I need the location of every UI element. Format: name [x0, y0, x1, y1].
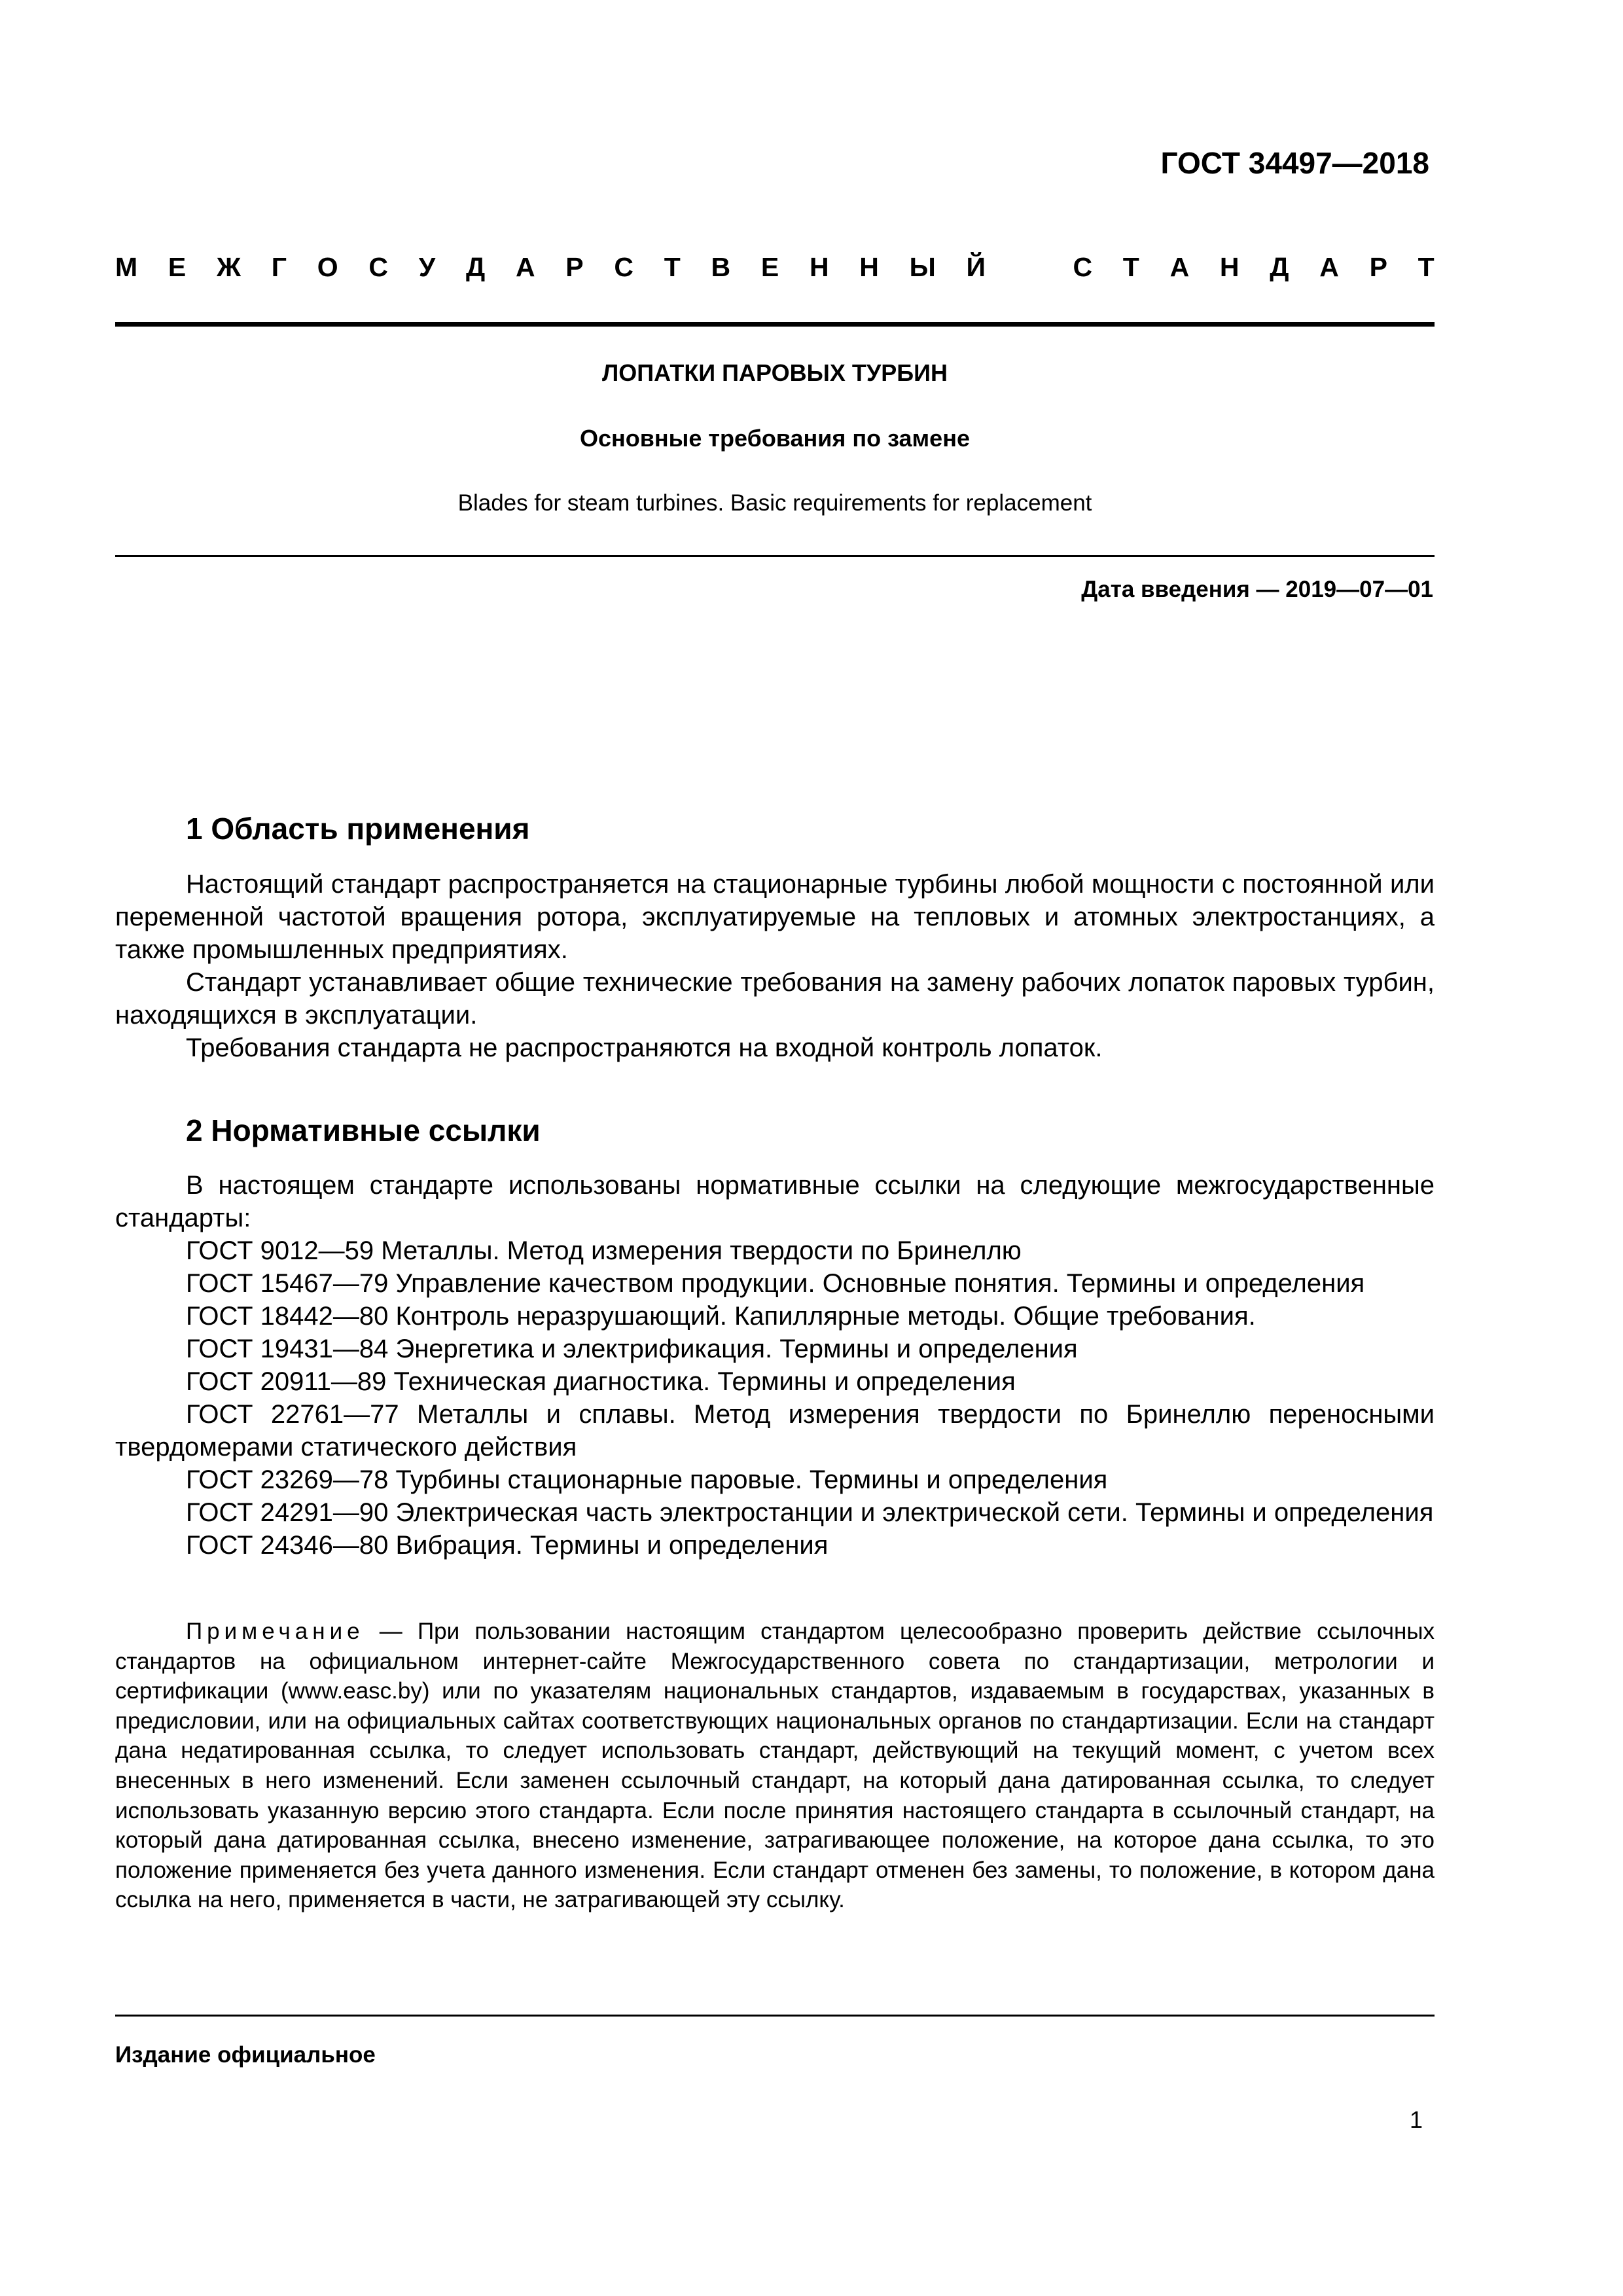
- reference-item: ГОСТ 19431—84 Энергетика и электрификация. Термины и определения: [186, 1335, 1078, 1363]
- section-1-body: [115, 868, 1435, 1064]
- reference-item: ГОСТ 24346—80 Вибрация. Термины и определения: [186, 1531, 829, 1560]
- type-letter: Е: [168, 252, 187, 282]
- word-gap: [1016, 251, 1043, 283]
- paragraph: В настоящем стандарте использованы нормативные ссылки на следующие межгосударственные стандарты:: [115, 1171, 1435, 1232]
- standard-type-heading: [115, 251, 1435, 283]
- title-divider: [115, 555, 1435, 557]
- type-letter: А: [1319, 252, 1339, 282]
- paragraph: Настоящий стандарт распространяется на стационарные турбины любой мощности с постоянной или переменной частотой вращения ротора, эксплуатируемые на тепловых и атомных электростанциях, а также промышленных предприятиях.: [115, 870, 1435, 964]
- type-letter: Т: [1122, 252, 1139, 282]
- type-letter: С: [368, 252, 389, 282]
- footer-divider: [115, 2015, 1435, 2017]
- note-text: — При пользовании настоящим стандартом целесообразно проверить действие ссылочных стандартов на официальном интернет-сайте Межгосударственного совета по стандартизации, метрологии и сертификации (www.easc.by) или по указателям национальных стандартов, издаваемым в государствах, указанных в предисловии, или на официальных сайтах соответствующих национальных органов по стандартизации. Если на стандарт дана недатированная ссылка, то следует использовать стандарт, действующий на текущий момент, с учетом всех внесенных в него изменений. Если заменен ссылочный стандарт, на который дана датированная ссылка, то следует использовать указанную версию этого стандарта. Если после принятия настоящего стандарта в ссылочный стандарт, на который дана датированная ссылка, внесено изменение, затрагивающее положение, на которое дана ссылка, то это положение применяется без учета данного изменения. Если стандарт отменен без замены, то положение, в котором дана ссылка на него, применяется в части, не затрагивающей эту ссылку.: [115, 1619, 1435, 1913]
- reference-item: ГОСТ 15467—79 Управление качеством продукции. Основные понятия. Термины и определения: [186, 1269, 1365, 1298]
- type-letter: А: [515, 252, 535, 282]
- introduction-date: Дата введения — 2019—07—01: [1081, 577, 1433, 602]
- type-letter: Г: [271, 252, 287, 282]
- type-letter: Ж: [216, 252, 241, 282]
- type-letter: А: [1169, 252, 1190, 282]
- type-letter: О: [317, 252, 338, 282]
- page-number: 1: [1409, 2106, 1423, 2133]
- document-subtitle: Основные требования по замене: [580, 425, 970, 452]
- english-title: Blades for steam turbines. Basic requirements for replacement: [457, 490, 1092, 516]
- edition-label: Издание официальное: [115, 2042, 376, 2068]
- reference-item: ГОСТ 23269—78 Турбины стационарные паровые. Термины и определения: [186, 1465, 1108, 1494]
- section-2-body: [115, 1169, 1435, 1562]
- type-letter: М: [115, 252, 138, 282]
- type-letter: Д: [466, 252, 486, 282]
- note-label: Примечание: [186, 1619, 365, 1644]
- reference-item: ГОСТ 20911—89 Техническая диагностика. Термины и определения: [186, 1367, 1016, 1396]
- section-2-heading: 2 Нормативные ссылки: [186, 1113, 541, 1147]
- type-letter: Н: [859, 252, 879, 282]
- type-letter: Н: [1219, 252, 1240, 282]
- type-letter: Т: [1418, 252, 1435, 282]
- type-letter: У: [418, 252, 436, 282]
- document-title: ЛОПАТКИ ПАРОВЫХ ТУРБИН: [602, 359, 948, 386]
- type-letter: Р: [565, 252, 584, 282]
- type-letter: Д: [1270, 252, 1289, 282]
- paragraph: Требования стандарта не распространяются на входной контроль лопаток.: [186, 1033, 1103, 1062]
- reference-item: ГОСТ 24291—90 Электрическая часть электростанции и электрической сети. Термины и определения: [186, 1498, 1434, 1527]
- type-letter: Е: [760, 252, 779, 282]
- type-letter: Р: [1369, 252, 1387, 282]
- paragraph: Стандарт устанавливает общие технические требования на замену рабочих лопаток паровых турбин, находящихся в эксплуатации.: [115, 968, 1435, 1030]
- type-letter: С: [1073, 252, 1093, 282]
- type-letter: В: [711, 252, 731, 282]
- header-divider: [115, 322, 1435, 327]
- section-1-heading: 1 Область применения: [186, 812, 530, 846]
- note-paragraph: [115, 1617, 1435, 1915]
- type-letter: Т: [664, 252, 681, 282]
- type-letter: С: [614, 252, 633, 282]
- reference-item: ГОСТ 18442—80 Контроль неразрушающий. Капиллярные методы. Общие требования.: [186, 1302, 1256, 1331]
- document-number: ГОСТ 34497—2018: [1160, 146, 1429, 180]
- reference-item: ГОСТ 9012—59 Металлы. Метод измерения твердости по Бринеллю: [186, 1236, 1022, 1265]
- reference-item: ГОСТ 22761—77 Металлы и сплавы. Метод измерения твердости по Бринеллю переносными твердомерами статического действия: [115, 1400, 1435, 1462]
- type-letter: Й: [966, 252, 986, 282]
- type-letter: Н: [809, 252, 829, 282]
- type-letter: Ы: [909, 252, 936, 282]
